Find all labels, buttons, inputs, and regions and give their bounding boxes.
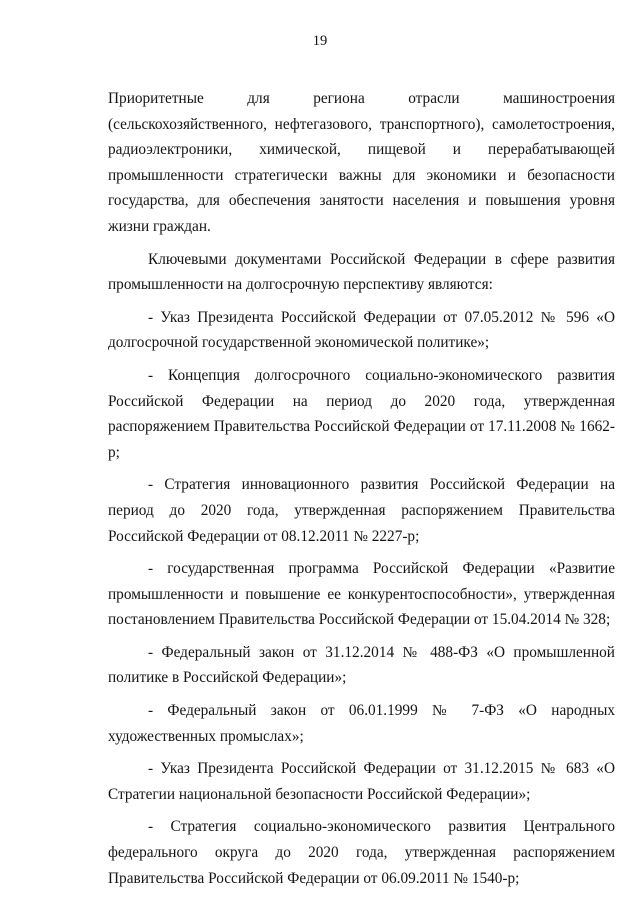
list-item-innovation-strategy: - Стратегия инновационного развития Российской Федерации на период до 2020 года, утвержденная распоряжением Правительства Российской Федерации от 08.12.2011 № 2227-р;	[108, 476, 615, 545]
list-item-decree-683: - Указ Президента Российской Федерации от 31.12.2015 № 683 «О Стратегии национальной безопасности Российской Федерации»;	[108, 760, 615, 803]
page-number: 19	[312, 33, 328, 49]
list-item-cfo-strategy: - Стратегия социально-экономического развития Центрального федерального округа до 2020 года, утвержденная распоряжением Правительства Российской Федерации от 06.09.2011 № 1540-р;	[108, 818, 615, 887]
paragraph-priority-industries: Приоритетные для региона отрасли машиностроения (сельскохозяйственного, нефтегазового, транспортного), самолетостроения, радиоэлектроники, химической, пищевой и перерабатывающей промышленности стратегически важны для экономики и безопасности государства, для обеспечения занятости населения и повышения уровня жизни граждан.	[108, 90, 615, 235]
document-body	[108, 86, 615, 898]
paragraph-key-documents-intro: Ключевыми документами Российской Федерации в сфере развития промышленности на долгосрочную перспективу являются:	[108, 250, 615, 294]
list-item-concept-2020: - Концепция долгосрочного социально-экономического развития Российской Федерации на период до 2020 года, утвержденная распоряжением Правительства Российской Федерации от 17.11.2008 № 1662-р;	[108, 366, 615, 461]
list-item-law-488: - Федеральный закон от 31.12.2014 № 488-ФЗ «О промышленной политике в Российской Федерации»;	[108, 643, 615, 687]
list-item-state-program: - государственная программа Российской Федерации «Развитие промышленности и повышение ее конкурентоспособности», утвержденная постановлением Правительства Российской Федерации от 15.04.2014 № 328;	[108, 560, 615, 629]
list-item-law-7: - Федеральный закон от 06.01.1999 № 7-ФЗ «О народных художественных промыслах»;	[108, 702, 615, 745]
list-item-decree-596: - Указ Президента Российской Федерации от 07.05.2012 № 596 «О долгосрочной государственной экономической политике»;	[108, 308, 615, 352]
